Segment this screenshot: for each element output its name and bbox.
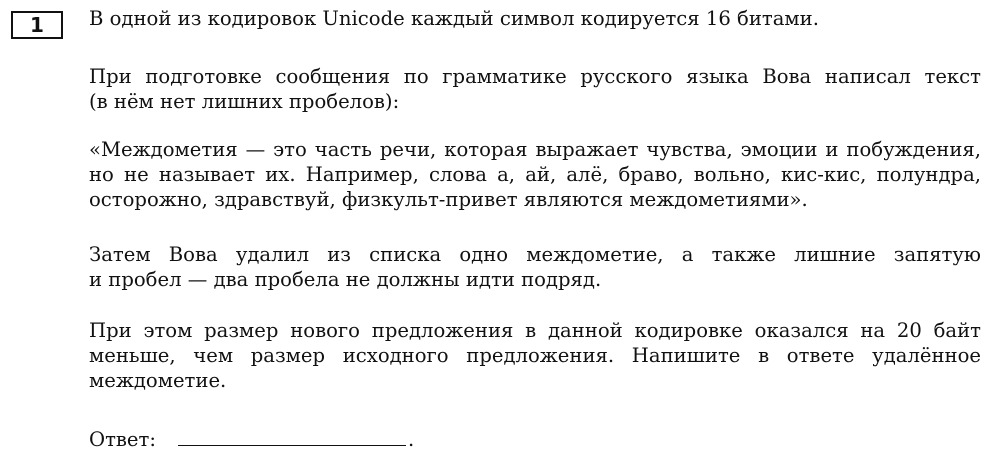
text-line: меньше, чем размер исходного предложения. Напишите в ответе удалённое — [89, 344, 981, 367]
task-number: 1 — [30, 13, 44, 37]
task-number-box — [11, 11, 63, 39]
text-line: При этом размер нового предложения в данной кодировке оказался на 20 байт — [89, 319, 981, 342]
answer-terminator: . — [407, 428, 415, 451]
text-line: и пробел — два пробела не должны идти подряд. — [89, 268, 602, 291]
text-line: Затем Вова удалил из списка одно междометие, а также лишние запятую — [89, 243, 981, 266]
paragraph-deletion — [89, 242, 981, 292]
text-line: но не называет их. Например, слова а, ай, алё, браво, вольно, кис-кис, полундра, — [89, 163, 981, 186]
paragraph-encoding — [89, 6, 981, 31]
answer-field[interactable] — [178, 427, 406, 446]
paragraph-quote — [89, 137, 981, 212]
text-line: «Междометия — это часть речи, которая выражает чувства, эмоции и побуждения, — [89, 138, 981, 161]
text-line: междометие. — [89, 369, 227, 392]
paragraph-context — [89, 64, 981, 114]
paragraph-question — [89, 318, 981, 393]
answer-label: Ответ: — [89, 428, 156, 451]
answer-row — [89, 427, 414, 452]
text-line: В одной из кодировок Unicode каждый символ кодируется 16 битами. — [89, 7, 819, 30]
text-line: При подготовке сообщения по грамматике русского языка Вова написал текст — [89, 65, 981, 88]
text-line: осторожно, здравствуй, физкульт-привет являются междометиями». — [89, 188, 808, 211]
text-line: (в нём нет лишних пробелов): — [89, 90, 400, 113]
